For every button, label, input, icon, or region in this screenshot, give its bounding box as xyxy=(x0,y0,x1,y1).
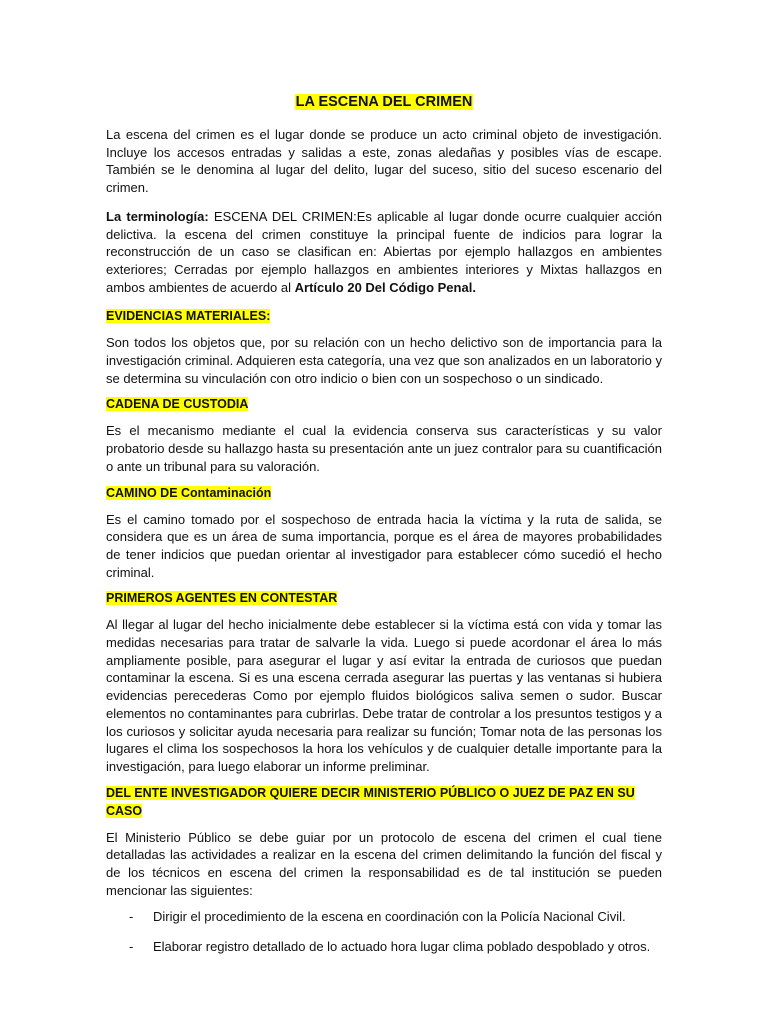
terminology-paragraph xyxy=(106,208,662,297)
bullet-list xyxy=(106,908,662,956)
bullet-dash: - xyxy=(129,939,134,955)
bullet-dash: - xyxy=(129,908,134,924)
section-heading-agentes xyxy=(106,589,662,607)
section-body-camino: Es el camino tomado por el sospechoso de entrada hacia la víctima y la ruta de salida, se considera que es un área de suma importancia, porque es el área de mayores probabilidades de tener indicios que puedan orientar al investigador para establecer cómo sucedió el hecho criminal. xyxy=(106,511,662,580)
section-heading-label: EVIDENCIAS MATERIALES: xyxy=(106,309,271,324)
section-body-cadena: Es el mecanismo mediante el cual la evidencia conserva sus características y su valor probatorio desde su hallazgo hasta su presentación ante un juez contralor para su cuantificación o ante un tribunal para su valoración. xyxy=(106,423,662,474)
section-heading-cadena xyxy=(106,395,662,413)
document-title: LA ESCENA DEL CRIMEN xyxy=(295,94,473,110)
section-heading-evidencias xyxy=(106,307,662,325)
list-item-text: Elaborar registro detallado de lo actuado hora lugar clima poblado despoblado y otros. xyxy=(153,939,651,955)
intro-paragraph: La escena del crimen es el lugar donde se produce un acto criminal objeto de investigación. Incluye los accesos entradas y salidas a este, zonas aledañas y posibles vías de escape. También se le denomina al lugar del delito, lugar del suceso, sitio del suceso escenario del crimen. xyxy=(106,127,662,196)
terminology-text: ESCENA DEL CRIMEN:Es aplicable al lugar donde ocurre cualquier acción delictiva. la escena del crimen constituye la principal fuente de indicios para lograr la reconstrucción de un caso se clasifican en: Abiertas por ejemplo hallazgos en ambientes exteriores; Cerradas por ejemplo hallazgos en ambientes interiores y Mixtas hallazgos en ambos ambientes de acuerdo al xyxy=(106,208,662,295)
article-reference: Artículo 20 Del Código Penal. xyxy=(294,279,476,295)
section-heading-camino xyxy=(106,484,662,502)
section-body-agentes: Al llegar al lugar del hecho inicialmente debe establecer si la víctima está con vida y tomar las medidas necesarias para tratar de salvarle la vida. Luego si puede acordonar el área lo más ampliamente posible, para asegurar el lugar y así evitar la entrada de curiosos que puedan contaminar la escena. Si es una escena cerrada asegurar las puertas y las ventanas si hubiera evidencias perecederas Como por ejemplo fluidos biológicos saliva semen o sudor. Buscar elementos no contaminantes para cubrirlas. Debe tratar de controlar a los presuntos testigos y a los curiosos y solicitar ayuda necesaria para realizar su función; Tomar nota de las personas los lugares el clima los sospechosos la hora los vehículos y de cualquier detalle importante para la investigación, para luego elaborar un informe preliminar. xyxy=(106,617,662,774)
section-heading-ente xyxy=(106,784,662,820)
section-body-evidencias: Son todos los objetos que, por su relación con un hecho delictivo son de importancia para la investigación criminal. Adquieren esta categoría, una vez que son analizados en un laboratorio y se determina su vinculación con otro indicio o bien con un sospechoso o un sindicado. xyxy=(106,335,662,386)
section-body-ente: El Ministerio Público se debe guiar por un protocolo de escena del crimen el cual tiene detalladas las actividades a realizar en la escena del crimen delimitando la función del fiscal y de los técnicos en escena del crimen la responsabilidad es de tal institución se pueden mencionar las siguientes: xyxy=(106,829,662,898)
list-item xyxy=(106,938,662,956)
section-heading-label: PRIMEROS AGENTES EN CONTESTAR xyxy=(106,591,338,606)
list-item xyxy=(106,908,662,926)
section-heading-label: CAMINO DE Contaminación xyxy=(106,485,272,500)
section-heading-label: DEL ENTE INVESTIGADOR QUIERE DECIR MINISTERIO PÚBLICO O JUEZ DE PAZ EN SU CASO xyxy=(106,785,635,818)
list-item-text: Dirigir el procedimiento de la escena en coordinación con la Policía Nacional Civil. xyxy=(153,908,626,924)
terminology-label: La terminología: xyxy=(106,208,209,224)
title-container xyxy=(106,92,662,112)
section-heading-label: CADENA DE CUSTODIA xyxy=(106,397,249,412)
